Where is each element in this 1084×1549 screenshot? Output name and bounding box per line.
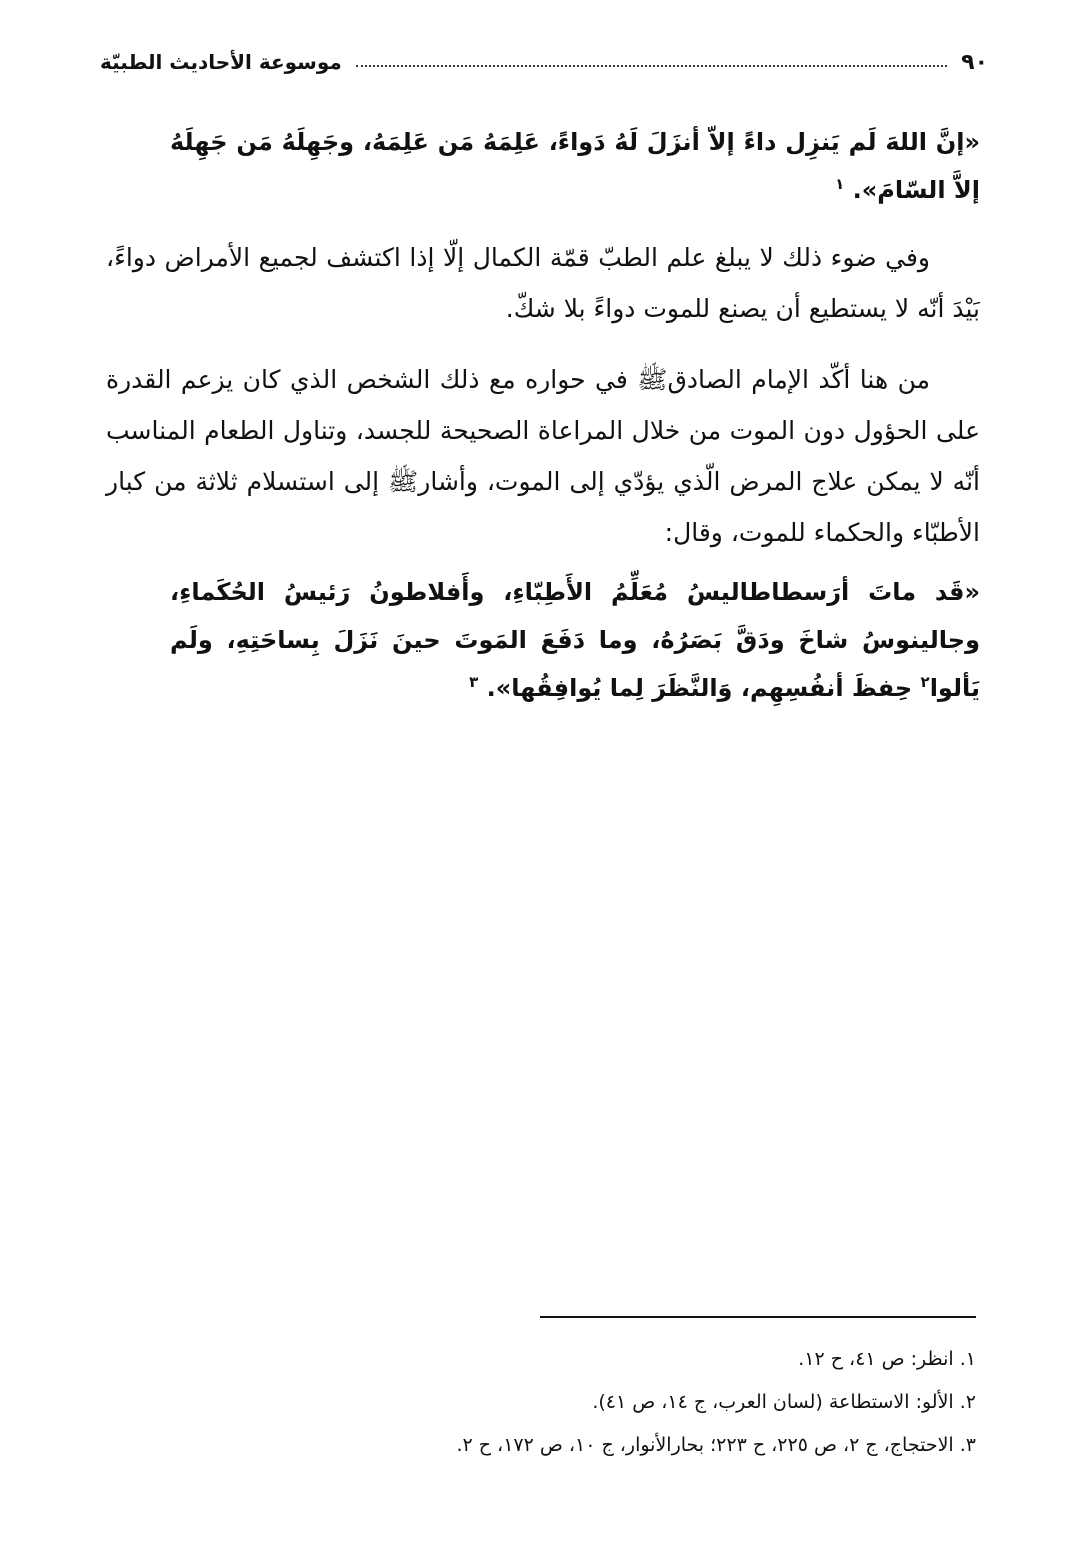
paragraph-2: من هنا أكّد الإمام الصادق‏ﷺ في حواره مع ذلك الشخص الذي كان يزعم القدرة على الحؤول دون الموت من خلال المراعاة الصحيحة للجسد، وتناول الطعام المناسب أنّه لا يمكن علاج المرض الّذي يؤدّي إلى الموت، وأشار‏ﷺ إلى استسلام ثلاثة من كبار الأطبّاء والحكماء للموت، وقال: [106, 365, 980, 547]
footnote-separator [540, 1316, 976, 1318]
footnote-2: ٢. الألو: الاستطاعة (لسان العرب، ج ١٤، ص ٤١). [592, 1391, 976, 1413]
hadith-quote-1 [106, 118, 980, 214]
running-header [100, 44, 988, 80]
hadith-quote-2 [106, 568, 980, 712]
footnote-ref-2[interactable]: ٢ [920, 673, 930, 691]
footnote-1: ١. انظر: ص ٤١، ح ١٢. [798, 1348, 976, 1370]
footnote-ref-1[interactable]: ١ [835, 175, 845, 193]
footnote-3: ٣. الاحتجاج، ج ٢، ص ٢٢٥، ح ٢٢٣؛ بحارالأنوار، ج ١٠، ص ١٧٢، ح ٢. [456, 1434, 976, 1456]
footnotes [106, 1338, 976, 1467]
hadith-2-part-2: حِفظَ أنفُسِهِم، وَالنَّظَرَ لِما يُوافِقُها». [486, 674, 913, 702]
main-text [106, 118, 980, 730]
paragraph-1: وفي ضوء ذلك لا يبلغ علم الطبّ قمّة الكمال إلّا إذا اكتشف لجميع الأمراض دواءً، بَيْدَ أنّه لا يستطيع أن يصنع للموت دواءً بلا شكّ. [106, 243, 980, 323]
footnote-ref-3[interactable]: ٣ [469, 673, 479, 691]
header-dotted-leader [356, 65, 947, 67]
book-title: موسوعة الأحاديث الطبيّة [100, 50, 342, 74]
hadith-2-part-1: «قَد ماتَ أرَسطاطاليسُ مُعَلِّمُ الأَطِبّاءِ، وأَفلاطونُ رَئيسُ الحُكَماءِ، وجالينوسُ شاخَ ودَقَّ بَصَرُهُ، وما دَفَعَ المَوتَ حينَ نَزَلَ بِساحَتِهِ، ولَم يَألوا [170, 578, 980, 702]
hadith-1-text: «إنَّ اللهَ لَم يَنزِل داءً إلاّ أنزَلَ لَهُ دَواءً، عَلِمَهُ مَن عَلِمَهُ، وجَهِلَهُ مَن جَهِلَهُ إلاَّ السّامَ». [170, 128, 980, 204]
page-number: ٩٠ [961, 49, 988, 75]
